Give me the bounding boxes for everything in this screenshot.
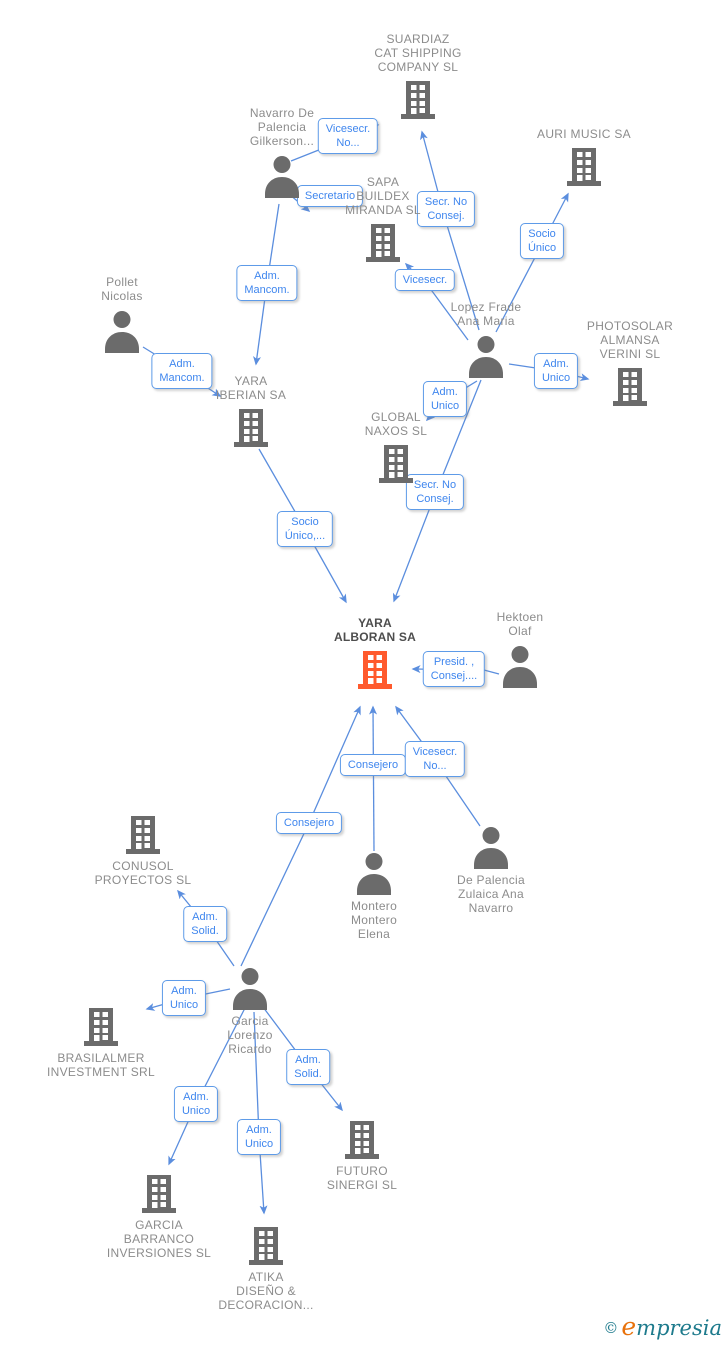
relation-label-lopez-to-yara-alboran: Secr. No Consej.	[406, 474, 464, 510]
company-conusol-proyectos[interactable]	[122, 816, 164, 854]
company-garcia-barranco-inversiones[interactable]	[138, 1175, 180, 1213]
relation-label-garcia-to-atika: Adm. Unico	[237, 1119, 281, 1155]
label-lopez-frade-ana-maria[interactable]: Lopez Frade Ana Maria	[450, 300, 522, 328]
person-hektoen-olaf[interactable]	[500, 644, 540, 688]
company-global-naxos[interactable]	[375, 445, 417, 483]
company-auri-music[interactable]	[563, 148, 605, 186]
relation-line-montero-to-yara-alboran	[373, 707, 374, 851]
label-global-naxos[interactable]: GLOBAL NAXOS SL	[364, 410, 428, 438]
person-icon	[500, 644, 540, 688]
brand-name-rest: mpresia	[636, 1316, 722, 1340]
empresia-logo[interactable]	[603, 1312, 722, 1341]
label-atika-diseno-decoracion[interactable]: ATIKA DISEÑO & DECORACION...	[218, 1270, 314, 1312]
person-icon	[102, 309, 142, 353]
building-icon	[341, 1121, 383, 1159]
person-pollet-nicolas[interactable]	[102, 309, 142, 353]
company-yara-alboran[interactable]	[354, 651, 396, 689]
relation-label-garcia-to-brasilalmer: Adm. Unico	[162, 980, 206, 1016]
label-garcia-barranco-inversiones[interactable]: GARCIA BARRANCO INVERSIONES SL	[106, 1218, 212, 1260]
label-yara-iberian[interactable]: YARA IBERIAN SA	[215, 374, 287, 402]
building-icon	[609, 368, 651, 406]
label-navarro-de-palencia-gilkerson[interactable]: Navarro De Palencia Gilkerson...	[249, 106, 315, 148]
label-hektoen-olaf[interactable]: Hektoen Olaf	[496, 610, 544, 638]
relation-label-navarro-to-yara-iberian: Adm. Mancom.	[236, 265, 297, 301]
label-pollet-nicolas[interactable]: Pollet Nicolas	[101, 275, 143, 303]
relation-label-garcia-to-yara-alboran: Consejero	[276, 812, 342, 834]
label-futuro-sinergi[interactable]: FUTURO SINERGI SL	[326, 1164, 398, 1192]
person-de-palencia-zulaica-ana-navarro[interactable]	[471, 825, 511, 869]
building-icon	[375, 445, 417, 483]
building-icon	[122, 816, 164, 854]
building-icon	[138, 1175, 180, 1213]
person-icon	[230, 966, 270, 1010]
label-brasilalmer-investment[interactable]: BRASILALMER INVESTMENT SRL	[47, 1051, 155, 1079]
person-montero-montero-elena[interactable]	[354, 851, 394, 895]
company-suardiaz-cat-shipping[interactable]	[397, 81, 439, 119]
relation-label-hektoen-to-yara-alboran: Presid. , Consej....	[423, 651, 485, 687]
building-icon	[80, 1008, 122, 1046]
label-conusol-proyectos[interactable]: CONUSOL PROYECTOS SL	[94, 859, 192, 887]
company-futuro-sinergi[interactable]	[341, 1121, 383, 1159]
company-atika-diseno-decoracion[interactable]	[245, 1227, 287, 1265]
company-brasilalmer-investment[interactable]	[80, 1008, 122, 1046]
label-yara-alboran[interactable]: YARA ALBORAN SA	[334, 616, 416, 644]
label-photosolar-almansa-verini[interactable]: PHOTOSOLAR ALMANSA VERINI SL	[586, 319, 674, 361]
relation-label-pollet-to-yara-iberian: Adm. Mancom.	[151, 353, 212, 389]
building-icon	[230, 409, 272, 447]
building-icon	[245, 1227, 287, 1265]
company-yara-iberian[interactable]	[230, 409, 272, 447]
label-suardiaz-cat-shipping[interactable]: SUARDIAZ CAT SHIPPING COMPANY SL	[374, 32, 462, 74]
person-icon	[471, 825, 511, 869]
label-montero-montero-elena[interactable]: Montero Montero Elena	[350, 899, 398, 941]
company-photosolar-almansa-verini[interactable]	[609, 368, 651, 406]
person-icon	[466, 334, 506, 378]
person-garcia-lorenzo-ricardo[interactable]	[230, 966, 270, 1010]
relation-label-lopez-to-photosolar: Adm. Unico	[534, 353, 578, 389]
person-navarro-de-palencia-gilkerson[interactable]	[262, 154, 302, 198]
relation-label-montero-to-yara-alboran: Consejero	[340, 754, 406, 776]
building-icon	[563, 148, 605, 186]
building-icon	[362, 224, 404, 262]
person-icon	[262, 154, 302, 198]
label-garcia-lorenzo-ricardo[interactable]: Garcia Lorenzo Ricardo	[227, 1014, 273, 1056]
relation-label-garcia-to-garcia-barranco: Adm. Unico	[174, 1086, 218, 1122]
relation-label-lopez-to-auri: Socio Único	[520, 223, 564, 259]
relation-label-lopez-to-sapa: Vicesecr.	[395, 269, 455, 291]
relation-label-navarro-to-suardiaz: Vicesecr. No...	[318, 118, 378, 154]
building-icon	[354, 651, 396, 689]
label-sapa-buildex-miranda[interactable]: SAPA BUILDEX MIRANDA SL	[345, 175, 421, 217]
relation-label-yara-iberian-to-yara-alboran: Socio Único,...	[277, 511, 333, 547]
label-de-palencia-zulaica-ana-navarro[interactable]: De Palencia Zulaica Ana Navarro	[456, 873, 525, 915]
company-sapa-buildex-miranda[interactable]	[362, 224, 404, 262]
relation-label-lopez-to-global-naxos: Adm. Unico	[423, 381, 467, 417]
person-icon	[354, 851, 394, 895]
building-icon	[397, 81, 439, 119]
relation-label-lopez-to-suardiaz: Secr. No Consej.	[417, 191, 475, 227]
relation-label-garcia-to-futuro: Adm. Solid.	[286, 1049, 330, 1085]
brand-letter-e: e	[621, 1312, 637, 1341]
copyright-icon: ©	[603, 1319, 619, 1337]
relation-label-navarro-to-sapa: Secretario	[297, 185, 363, 207]
relation-label-de-palencia-to-yara-alboran: Vicesecr. No...	[405, 741, 465, 777]
relation-label-garcia-to-conusol: Adm. Solid.	[183, 906, 227, 942]
label-auri-music[interactable]: AURI MUSIC SA	[537, 127, 631, 141]
person-lopez-frade-ana-maria[interactable]	[466, 334, 506, 378]
